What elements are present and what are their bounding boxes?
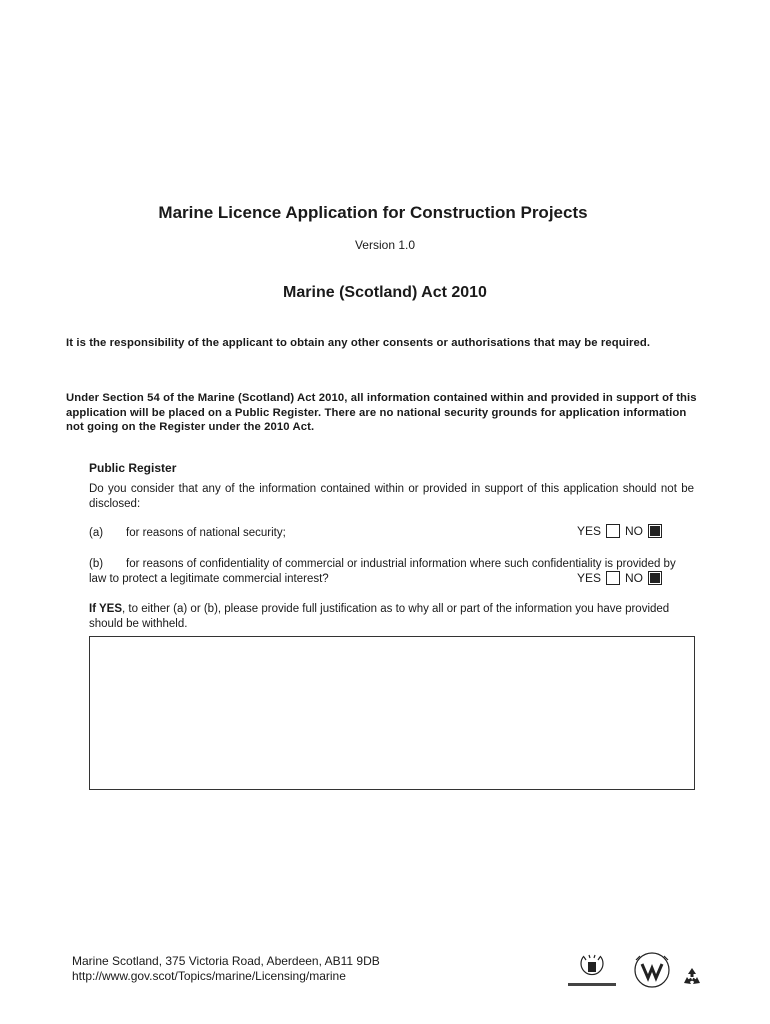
investors-in-people-logo (566, 950, 618, 990)
section-54-notice: Under Section 54 of the Marine (Scotland) Act 2010, all information contained within and provided in support of this application will be placed on a Public Register. There are no national security grounds for application information not going on the Register under the 2010 Act. (66, 392, 697, 433)
question-a-yes-checkbox[interactable] (606, 524, 620, 538)
positive-about-disabled-people-logo (626, 950, 678, 990)
question-b-no-label: NO (625, 571, 644, 585)
question-b-yes-label: YES (577, 571, 602, 585)
question-a-options (577, 524, 667, 538)
question-a-text: for reasons of national security; (126, 527, 286, 539)
question-a-letter: (a) (89, 527, 104, 539)
question-b-letter: (b) (89, 558, 104, 570)
if-yes-instruction (89, 602, 695, 631)
form-title: Marine Licence Application for Construction Projects (158, 203, 588, 222)
version-label: Version 1.0 (354, 238, 416, 252)
question-b-text: for reasons of confidentiality of commercial or industrial information where such confidentiality is provided by law to protect a legitimate commercial interest? (89, 558, 676, 585)
footer-url[interactable]: http://www.gov.scot/Topics/marine/Licensing/marine (72, 969, 346, 983)
question-b-options (577, 571, 667, 585)
question-a-no-checkbox[interactable] (648, 524, 662, 538)
question-a-yes-label: YES (577, 524, 602, 538)
question-b-yes-checkbox[interactable] (606, 571, 620, 585)
recycle-icon (681, 966, 703, 988)
justification-textarea[interactable] (89, 636, 695, 790)
public-register-heading: Public Register (89, 461, 177, 475)
disclosure-question: Do you consider that any of the information contained within or provided in support of this application should not be disclosed: (89, 483, 694, 510)
if-yes-rest: , to either (a) or (b), please provide full justification as to why all or part of the information you have provided should be withheld. (89, 603, 670, 630)
question-b-no-checkbox[interactable] (648, 571, 662, 585)
footer-address-block (72, 954, 380, 984)
act-title: Marine (Scotland) Act 2010 (283, 284, 487, 301)
if-yes-bold: If YES (89, 603, 123, 615)
footer-address: Marine Scotland, 375 Victoria Road, Aberdeen, AB11 9DB (72, 954, 380, 968)
responsibility-notice: It is the responsibility of the applicant to obtain any other consents or authorisations that may be required. (66, 337, 651, 349)
question-a-no-label: NO (625, 524, 644, 538)
